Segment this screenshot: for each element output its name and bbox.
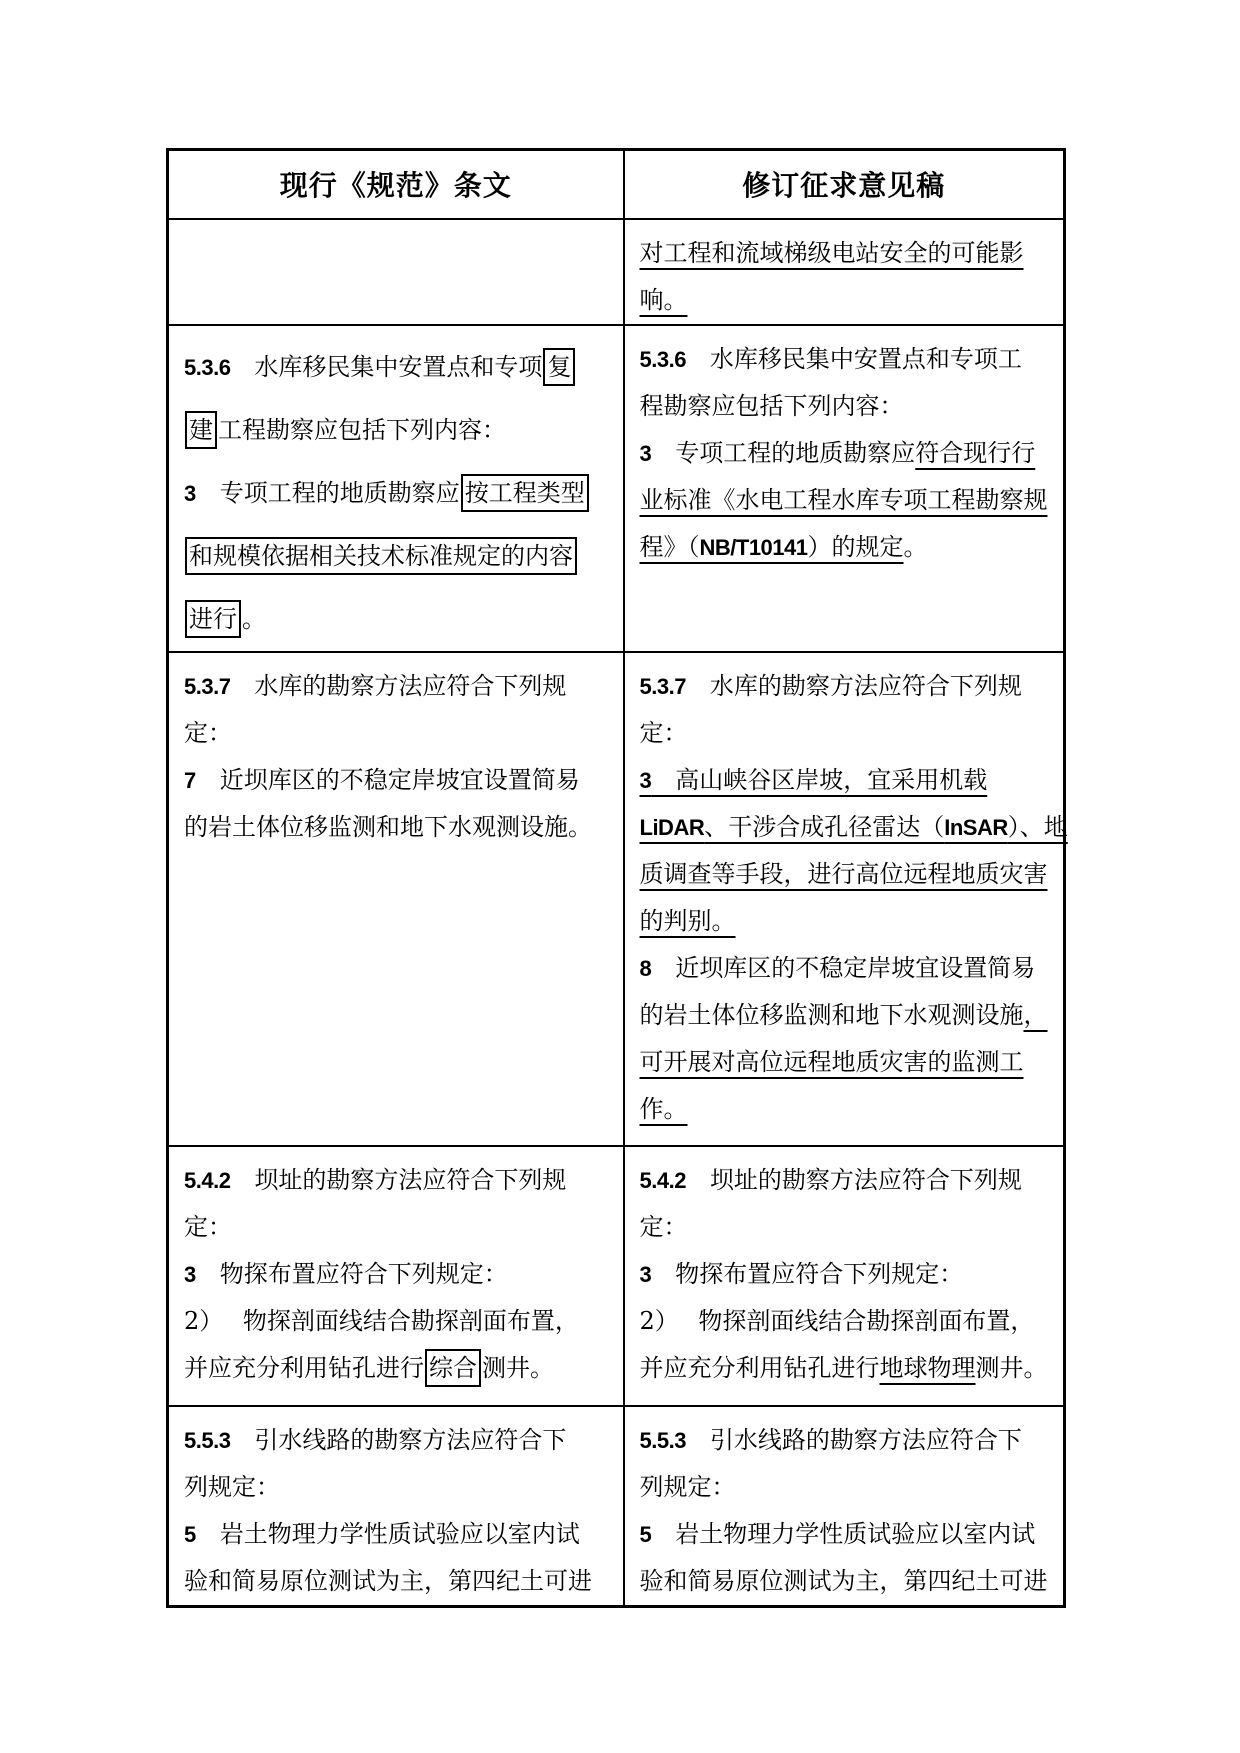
- cell-revision-draft: [624, 1406, 1065, 1607]
- text-run: 。: [242, 604, 266, 633]
- text-line: [640, 1251, 1049, 1298]
- underlined-added-text: 响。: [639, 285, 688, 314]
- text-line: [640, 1464, 1049, 1511]
- text-line: [640, 1157, 1049, 1204]
- text-line: [184, 710, 608, 757]
- text-run: 引水线路的勘察方法应符合下: [685, 1425, 1022, 1454]
- text-line: [640, 1086, 1049, 1133]
- text-run: 引水线路的勘察方法应符合下: [230, 1425, 567, 1454]
- text-run: 坝址的勘察方法应符合下列规: [685, 1165, 1022, 1194]
- row-continuation: [168, 219, 1065, 325]
- text-run: 列规定：: [184, 1472, 280, 1501]
- header-revision-draft: 修订征求意见稿: [624, 150, 1065, 219]
- text-run: 物探布置应符合下列规定：: [195, 1259, 508, 1288]
- boxed-deleted-text: 建: [185, 411, 217, 449]
- text-run: 8: [639, 955, 652, 981]
- underlined-added-text: ）、地: [1007, 812, 1068, 841]
- text-line: [639, 804, 1068, 851]
- header-row: [168, 150, 1065, 219]
- text-run: 坝址的勘察方法应符合下列规: [230, 1165, 567, 1194]
- text-line: [184, 1417, 608, 1464]
- row-5-3-7: [168, 652, 1065, 1146]
- text-run: 专项工程的地质勘察应: [651, 438, 916, 467]
- text-run: 岩土物理力学性质试验应以室内试: [651, 1519, 1036, 1548]
- text-line: [640, 477, 1049, 524]
- cell-current-spec: [168, 652, 624, 1146]
- text-line: [184, 525, 608, 588]
- boxed-deleted-text: 复: [543, 348, 575, 386]
- text-run: 近坝库区的不稳定岸坡宜设置简易: [195, 765, 580, 794]
- cell-current-spec: [168, 1146, 624, 1406]
- underlined-added-text: 可开展对高位远程地质灾害的监测工: [639, 1047, 1024, 1076]
- text-run: 测井。: [482, 1353, 554, 1382]
- text-line: [640, 1417, 1049, 1464]
- underlined-added-text: ，: [1023, 1000, 1048, 1029]
- text-run: 并应充分利用钻孔进行: [184, 1353, 424, 1382]
- text-run: 。: [903, 532, 928, 561]
- text-line: [640, 1511, 1049, 1558]
- text-line: [640, 710, 1049, 757]
- text-line: [640, 524, 1049, 571]
- text-run: 测井。: [975, 1353, 1048, 1382]
- underlined-added-text: 程》（: [639, 532, 700, 561]
- text-line: [184, 336, 608, 399]
- text-line: [640, 336, 1049, 383]
- text-run: 验和简易原位测试为主，第四纪土可进: [639, 1566, 1048, 1595]
- row-5-5-3: [168, 1406, 1065, 1607]
- underlined-added-text: 质调查等手段，进行高位远程地质灾害: [639, 859, 1048, 888]
- text-line: [184, 1345, 608, 1392]
- text-run: 5.3.6: [184, 354, 231, 380]
- boxed-deleted-text: 按工程类型: [461, 474, 589, 512]
- text-line: [640, 663, 1049, 710]
- text-line: [184, 1464, 608, 1511]
- text-line: [184, 1157, 608, 1204]
- table-header: [168, 150, 1065, 219]
- underlined-added-text: ）的规定: [807, 532, 904, 561]
- text-run: 近坝库区的不稳定岸坡宜设置简易: [651, 953, 1036, 982]
- text-line: [640, 851, 1049, 898]
- text-line: [184, 399, 608, 462]
- underlined-added-text: NB/T10141: [699, 534, 808, 560]
- text-run: 3: [184, 480, 196, 506]
- text-run: 5.3.7: [639, 673, 686, 699]
- text-line: [184, 1511, 608, 1558]
- text-run: 5: [639, 1521, 652, 1547]
- text-line: [640, 1204, 1049, 1251]
- cell-revision-draft: [624, 652, 1068, 1146]
- table-body: [168, 219, 1068, 1607]
- text-line: [184, 1298, 608, 1345]
- underlined-added-text: LiDAR: [639, 814, 705, 840]
- cell-revision-draft: [624, 219, 1065, 325]
- row-5-3-6: [168, 325, 1065, 652]
- text-line: [640, 383, 1049, 430]
- text-line: [184, 663, 608, 710]
- underlined-added-text: 、干涉合成孔径雷达（: [704, 812, 945, 841]
- cell-revision-draft: [624, 325, 1065, 652]
- text-line: [184, 1558, 608, 1605]
- text-line: [640, 430, 1049, 477]
- underlined-added-text: 的判别。: [639, 906, 736, 935]
- text-line: [640, 1345, 1049, 1392]
- text-run: 的岩土体位移监测和地下水观测设施。: [184, 812, 592, 841]
- text-line: [640, 1039, 1049, 1086]
- text-run: 3: [184, 1261, 196, 1287]
- text-run: 5.5.3: [184, 1427, 231, 1453]
- underlined-added-text: 业标准《水电工程水库专项工程勘察规: [639, 485, 1048, 514]
- boxed-deleted-text: 和规模依据相关技术标准规定的内容: [185, 537, 577, 575]
- cell-revision-draft: [624, 1146, 1065, 1406]
- underlined-added-text: 3: [639, 767, 652, 793]
- text-run: 工程勘察应包括下列内容：: [218, 415, 506, 444]
- text-run: 2） 物探剖面线结合勘探剖面布置，: [639, 1306, 1035, 1335]
- text-line: [640, 945, 1049, 992]
- text-run: 专项工程的地质勘察应: [195, 478, 460, 507]
- row-5-4-2: [168, 1146, 1065, 1406]
- text-run: 水库移民集中安置点和专项: [230, 352, 543, 381]
- text-run: 5.3.7: [184, 673, 231, 699]
- boxed-deleted-text: 综合: [425, 1349, 481, 1387]
- text-run: 定：: [184, 718, 232, 747]
- text-run: 5.4.2: [639, 1167, 686, 1193]
- underlined-added-text: 作。: [639, 1094, 688, 1123]
- underlined-added-text: 高山峡谷区岸坡，宜采用机载: [651, 765, 988, 794]
- cell-current-spec: [168, 1406, 624, 1607]
- text-run: 5: [184, 1521, 196, 1547]
- comparison-table: [166, 148, 1066, 1608]
- text-run: 岩土物理力学性质试验应以室内试: [195, 1519, 580, 1548]
- underlined-added-text: 对工程和流域梯级电站安全的可能影: [639, 238, 1024, 267]
- text-run: 3: [639, 440, 652, 466]
- boxed-deleted-text: 进行: [185, 600, 241, 638]
- text-line: [640, 1558, 1049, 1605]
- text-run: 的岩土体位移监测和地下水观测设施: [639, 1000, 1024, 1029]
- text-run: 5.3.6: [639, 346, 686, 372]
- text-line: [640, 277, 1049, 324]
- text-line: [640, 230, 1049, 277]
- underlined-added-text: InSAR: [944, 814, 1008, 840]
- text-run: 3: [639, 1261, 652, 1287]
- cell-current-spec: [168, 325, 624, 652]
- text-run: 程勘察应包括下列内容：: [639, 391, 904, 420]
- text-line: [184, 588, 608, 651]
- text-line: [640, 992, 1049, 1039]
- text-run: 水库的勘察方法应符合下列规: [230, 671, 567, 700]
- text-run: 水库的勘察方法应符合下列规: [685, 671, 1022, 700]
- text-line: [184, 1204, 608, 1251]
- text-line: [640, 1298, 1049, 1345]
- text-run: 2） 物探剖面线结合勘探剖面布置，: [184, 1306, 579, 1335]
- cell-current-spec: [168, 219, 624, 325]
- text-line: [184, 757, 608, 804]
- text-run: 定：: [639, 718, 688, 747]
- text-line: [184, 462, 608, 525]
- text-run: 验和简易原位测试为主，第四纪土可进: [184, 1566, 592, 1595]
- text-run: 水库移民集中安置点和专项工: [685, 344, 1022, 373]
- text-run: 5.4.2: [184, 1167, 231, 1193]
- text-run: 物探布置应符合下列规定：: [651, 1259, 964, 1288]
- header-current-spec: 现行《规范》条文: [168, 150, 624, 219]
- text-run: 定：: [184, 1212, 232, 1241]
- text-line: [184, 1251, 608, 1298]
- text-line: [640, 898, 1049, 945]
- text-run: 并应充分利用钻孔进行: [639, 1353, 880, 1382]
- text-run: 列规定：: [639, 1472, 736, 1501]
- underlined-added-text: 地球物理: [879, 1353, 976, 1382]
- underlined-added-text: 符合现行行: [915, 438, 1036, 467]
- text-run: 定：: [639, 1212, 688, 1241]
- text-run: 7: [184, 767, 196, 793]
- text-line: [184, 804, 608, 851]
- text-run: 5.5.3: [639, 1427, 686, 1453]
- text-line: [640, 757, 1049, 804]
